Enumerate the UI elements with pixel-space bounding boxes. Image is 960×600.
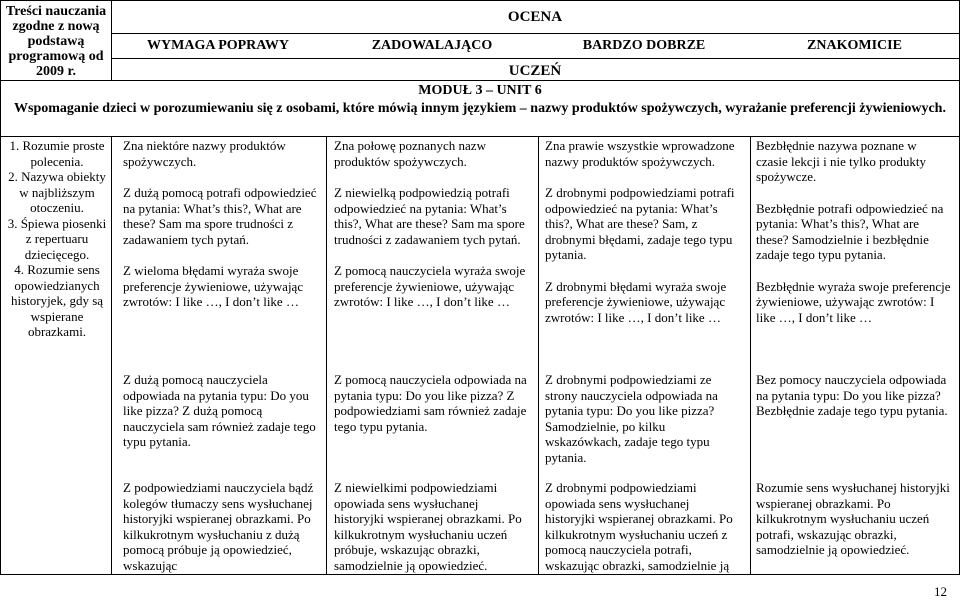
- cell-r3-zadowalajaco: Z niewielkimi podpowiedziami opowiada sens wysłuchanej historyjki wspieranej obrazkami. Po kilkukrotnym wysłuchaniu uczeń próbuje, wskazując obrazki, samodzielnie ją opowiedzieć.: [334, 480, 522, 573]
- cell-r1-bardzo-dobrze: [545, 138, 740, 341]
- ocena-row-divider: [111, 33, 959, 34]
- grade-znakomicie: ZNAKOMICIE: [807, 38, 902, 53]
- cell-r2-bardzo-dobrze: Z drobnymi podpowiedziami ze strony nauczyciela odpowiada na pytania typu: Do you like pizza? Samodzielnie, po kilku wskazówkach, zadaje tego typu pytania.: [545, 372, 718, 465]
- curriculum-item: 1. Rozumie proste polecenia.: [9, 138, 105, 169]
- cell-r1-wymaga-poprawy: [123, 138, 318, 326]
- col-divider-3: [750, 136, 751, 575]
- cell-r2-znakomicie: Bez pomocy nauczyciela odpowiada na pytania typu: Do you like pizza? Bezbłędnie zadaje tego typu pytania.: [756, 372, 948, 418]
- cell-r2-zadowalajaco: Z pomocą nauczyciela odpowiada na pytania typu: Do you like pizza? Z podpowiedziami sam również zadaje tego typu pytania.: [334, 372, 527, 434]
- criterion-text: Zna niektóre nazwy produktów spożywczych.: [123, 138, 286, 169]
- grade-zadowalajaco: ZADOWALAJĄCO: [371, 38, 493, 53]
- row-left-divider: [111, 136, 112, 575]
- criterion-text: Bezbłędnie potrafi odpowiedzieć na pytania: What’s this?, What are these? Samodzielnie i bezbłędnie zadaje tego typu pytania.: [756, 200, 944, 262]
- criterion-text: Zna prawie wszystkie wprowadzone nazwy produktów spożywczych.: [545, 138, 735, 169]
- left-header: Treści nauczania zgodne z nową podstawą programową od 2009 r.: [5, 4, 107, 79]
- grade-bardzo-dobrze: BARDZO DOBRZE: [582, 38, 706, 53]
- page-number: 12: [934, 584, 947, 599]
- criterion-text: Z pomocą nauczyciela wyraża swoje preferencje żywieniowe, używając zwrotów: I like …, I don’t like …: [334, 263, 526, 309]
- curriculum-item: 4. Rozumie sens opowiedzianych historyjek, gdy są wspierane obrazkami.: [10, 262, 104, 339]
- border-bottom: [0, 574, 960, 575]
- criterion-text: Z wieloma błędami wyraża swoje preferencje żywieniowe, używając zwrotów: I like …, I don’t like …: [123, 263, 304, 309]
- criterion-text: Zna połowę poznanych nazw produktów spożywczych.: [334, 138, 486, 169]
- criterion-text: Z dużą pomocą potrafi odpowiedzieć na pytania: What’s this?, What are these? Sam ma spore trudności z zadawaniem tych pytań.: [123, 185, 317, 247]
- col-divider-2: [538, 136, 539, 575]
- cell-r1-znakomicie: [756, 138, 951, 341]
- col-divider-1: [326, 136, 327, 575]
- grade-wymaga-poprawy: WYMAGA POPRAWY: [147, 38, 289, 53]
- cell-r3-znakomicie: Rozumie sens wysłuchanej historyjki wspieranej obrazkami. Po kilkukrotnym wysłuchaniu uczeń potrafi, wskazując obrazki, samodzielnie ją opowiedzieć.: [756, 480, 950, 557]
- criterion-text: Z drobnymi podpowiedziami potrafi odpowiedzieć na pytania: What’s this?, What are these? Sam, z drobnymi błędami, zadaje tego typu pytania.: [545, 185, 735, 262]
- module-title: MODUŁ 3 – UNIT 6: [418, 83, 542, 98]
- curriculum-item: 2. Nazywa obiekty w najbliższym otoczeniu.: [8, 169, 106, 215]
- criterion-text: Bezbłędnie wyraża swoje preferencje żywieniowe, używając zwrotów: I like …, I don’t like …: [756, 278, 951, 325]
- cell-r2-wymaga-poprawy: Z dużą pomocą nauczyciela odpowiada na pytania typu: Do you like pizza? Z dużą pomocą nauczyciela sam również zadaje tego typu pytania.: [123, 372, 316, 449]
- header-bottom-divider: [0, 80, 960, 81]
- cell-r3-wymaga-poprawy: Z podpowiedziami nauczyciela bądź kolegów tłumaczy sens wysłuchanej historyjki wspieranej obrazkami. Po kilkukrotnym wysłuchaniu z dużą pomocą próbuje ją opowiedzieć, wskazując: [123, 480, 314, 573]
- grades-row-divider: [111, 58, 959, 59]
- border-top: [0, 0, 960, 1]
- curriculum-items: [6, 138, 108, 340]
- criterion-text: Z niewielką podpowiedzią potrafi odpowiedzieć na pytania: What’s this?, What are these? Sam ma spore trudności z zadawaniem tych pytań.: [334, 185, 525, 247]
- uczen-heading: UCZEŃ: [508, 63, 562, 79]
- module-row-divider: [0, 136, 960, 137]
- cell-r3-bardzo-dobrze: Z drobnymi podpowiedziami opowiada sens wysłuchanej historyjki wspieranej obrazkami. Po kilkukrotnym wysłuchaniu uczeń z pomocą nauczyciela potrafi, wskazując obrazki, samodzielnie ją: [545, 480, 733, 573]
- criterion-text: Bezbłędnie nazywa poznane w czasie lekcji i nie tylko produkty spożywcze.: [756, 138, 927, 184]
- ocena-heading: OCENA: [507, 9, 563, 25]
- curriculum-item: 3. Śpiewa piosenki z repertuaru dziecięcego.: [7, 215, 107, 262]
- module-description: Wspomaganie dzieci w porozumiewaniu się z osobami, które mówią innym językiem – nazwy produktów spożywczych, wyrażanie preferencji żywieniowych.: [14, 101, 946, 116]
- criterion-text: Z drobnymi błędami wyraża swoje preferencje żywieniowe, używając zwrotów: I like …, I don’t like …: [545, 278, 727, 325]
- cell-r1-zadowalajaco: [334, 138, 529, 326]
